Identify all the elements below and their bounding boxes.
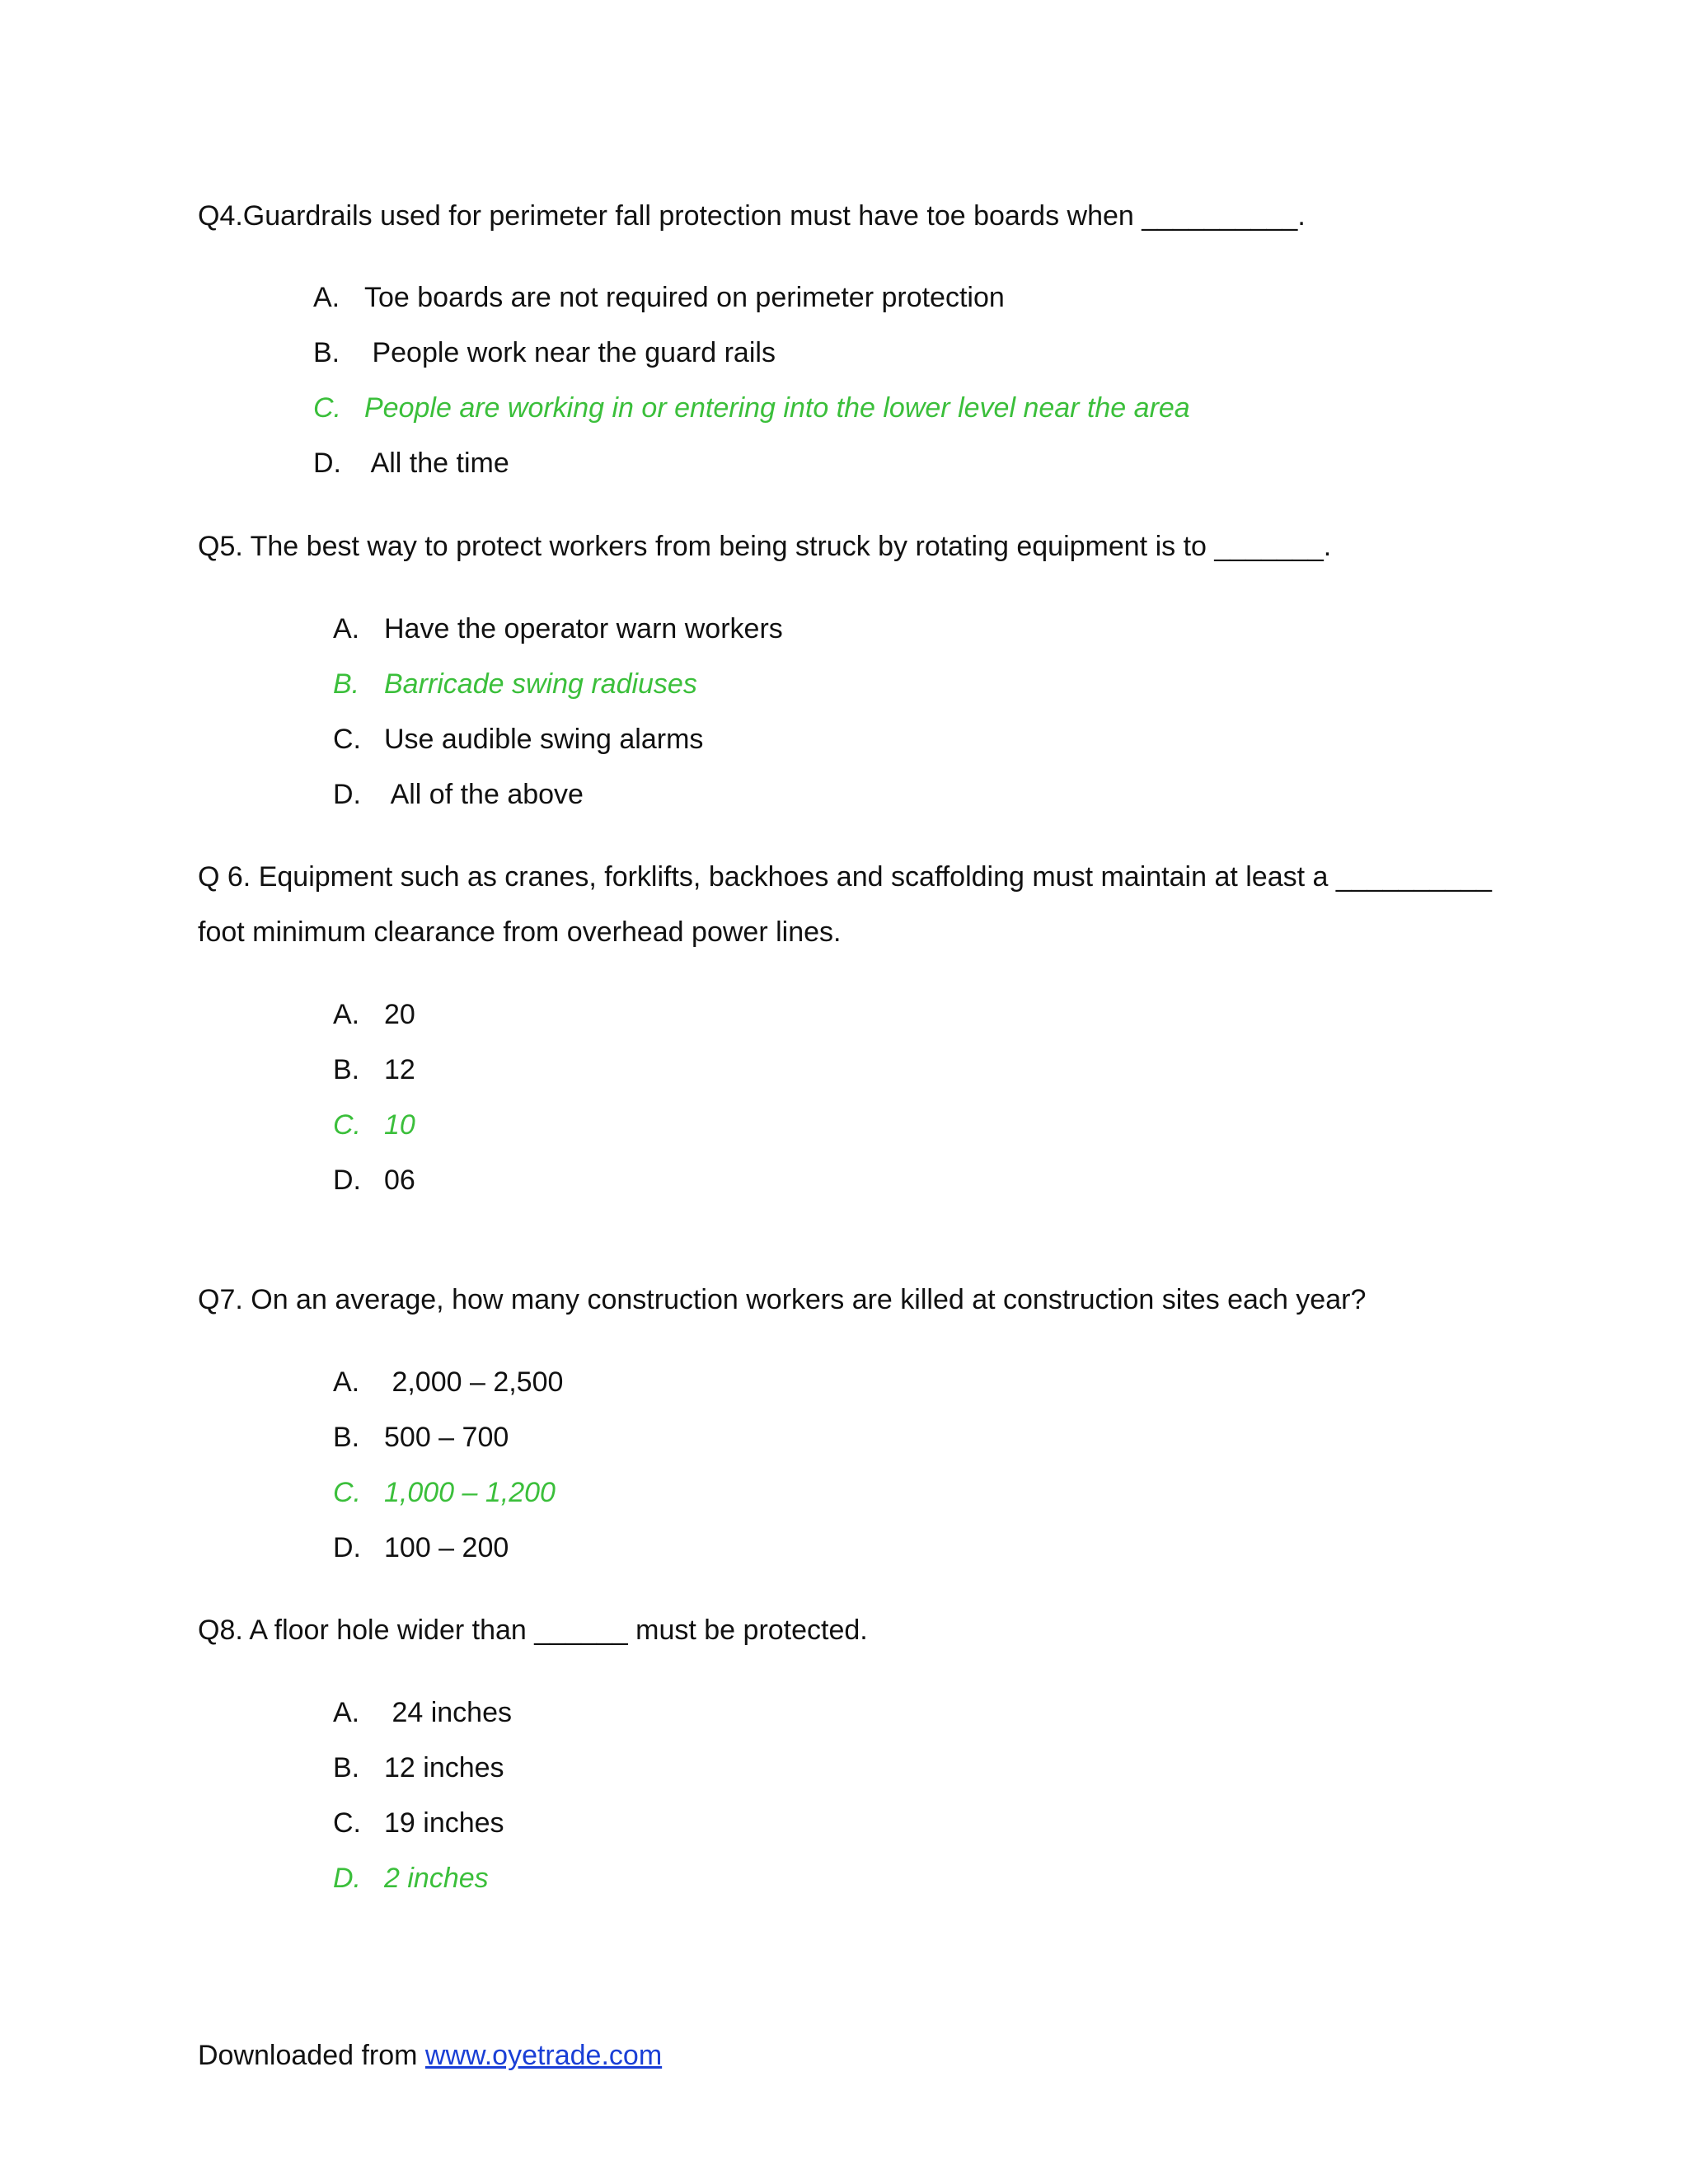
- footer: [198, 2039, 662, 2073]
- option-letter: C.: [333, 1109, 361, 1141]
- option-text: Have the operator warn workers: [384, 613, 783, 644]
- q5-option-b-correct: [333, 668, 697, 701]
- q7-option-d: [333, 1531, 509, 1565]
- q6-option-a: [333, 998, 415, 1032]
- option-letter: C.: [333, 1477, 361, 1508]
- option-text: 100 – 200: [384, 1532, 509, 1563]
- q5-option-d: [333, 778, 584, 812]
- question-5: Q5. The best way to protect workers from being struck by rotating equipment is to _______.: [198, 531, 1332, 562]
- option-letter: B.: [333, 1752, 360, 1783]
- option-text: 19 inches: [384, 1807, 504, 1839]
- q4-option-c-correct: [313, 391, 1190, 425]
- option-text: 12 inches: [384, 1752, 504, 1783]
- option-letter: A.: [333, 1366, 360, 1398]
- q8-option-b: [333, 1751, 504, 1785]
- option-letter: B.: [333, 668, 360, 700]
- option-letter: D.: [333, 779, 361, 810]
- option-letter: C.: [333, 1807, 361, 1839]
- option-letter: D.: [333, 1165, 361, 1196]
- question-7: Q7. On an average, how many construction workers are killed at construction sites each year?: [198, 1284, 1367, 1315]
- option-text: 10: [384, 1109, 415, 1141]
- option-text: Use audible swing alarms: [384, 724, 704, 755]
- q6-option-c-correct: [333, 1108, 415, 1142]
- q7-option-a: [333, 1366, 563, 1399]
- option-text: 500 – 700: [384, 1422, 509, 1453]
- option-letter: A.: [333, 1697, 360, 1728]
- option-letter: A.: [333, 613, 360, 644]
- q5-option-a: [333, 612, 783, 646]
- q8-option-d-correct: [333, 1862, 489, 1896]
- question-6-continued: foot minimum clearance from overhead power lines.: [198, 916, 842, 948]
- option-text: All of the above: [384, 779, 584, 810]
- q8-option-a: [333, 1696, 512, 1730]
- option-text: All the time: [364, 448, 509, 479]
- q4-option-a: [313, 281, 1005, 315]
- option-text: People are working in or entering into the lower level near the area: [364, 392, 1190, 424]
- q4-option-b: [313, 336, 776, 370]
- q5-option-c: [333, 723, 703, 757]
- footer-link[interactable]: www.oyetrade.com: [424, 2040, 663, 2071]
- q6-option-d: [333, 1164, 415, 1197]
- question-6: Q 6. Equipment such as cranes, forklifts, backhoes and scaffolding must maintain at least a __________: [198, 861, 1492, 893]
- option-text: 12: [384, 1054, 415, 1085]
- option-text: 20: [384, 999, 415, 1030]
- option-text: 2,000 – 2,500: [384, 1366, 564, 1398]
- option-text: People work near the guard rails: [364, 337, 776, 368]
- option-text: 2 inches: [384, 1863, 489, 1894]
- question-8: Q8. A floor hole wider than ______ must be protected.: [198, 1615, 868, 1646]
- option-text: 06: [384, 1165, 415, 1196]
- option-text: Barricade swing radiuses: [384, 668, 697, 700]
- q8-option-c: [333, 1807, 504, 1840]
- option-letter: C.: [313, 392, 341, 424]
- option-letter: D.: [333, 1863, 361, 1894]
- option-letter: D.: [313, 448, 341, 479]
- option-letter: B.: [333, 1422, 360, 1453]
- question-4: Q4.Guardrails used for perimeter fall protection must have toe boards when __________.: [198, 200, 1306, 232]
- q6-option-b: [333, 1053, 415, 1087]
- footer-prefix: Downloaded from: [198, 2040, 425, 2071]
- option-letter: A.: [333, 999, 360, 1030]
- option-text: Toe boards are not required on perimeter protection: [364, 282, 1005, 313]
- option-letter: B.: [313, 337, 340, 368]
- option-text: 1,000 – 1,200: [384, 1477, 556, 1508]
- option-letter: D.: [333, 1532, 361, 1563]
- option-text: 24 inches: [384, 1697, 512, 1728]
- q4-option-d: [313, 447, 509, 480]
- option-letter: C.: [333, 724, 361, 755]
- q7-option-c-correct: [333, 1476, 556, 1510]
- option-letter: A.: [313, 282, 340, 313]
- option-letter: B.: [333, 1054, 360, 1085]
- q7-option-b: [333, 1421, 509, 1455]
